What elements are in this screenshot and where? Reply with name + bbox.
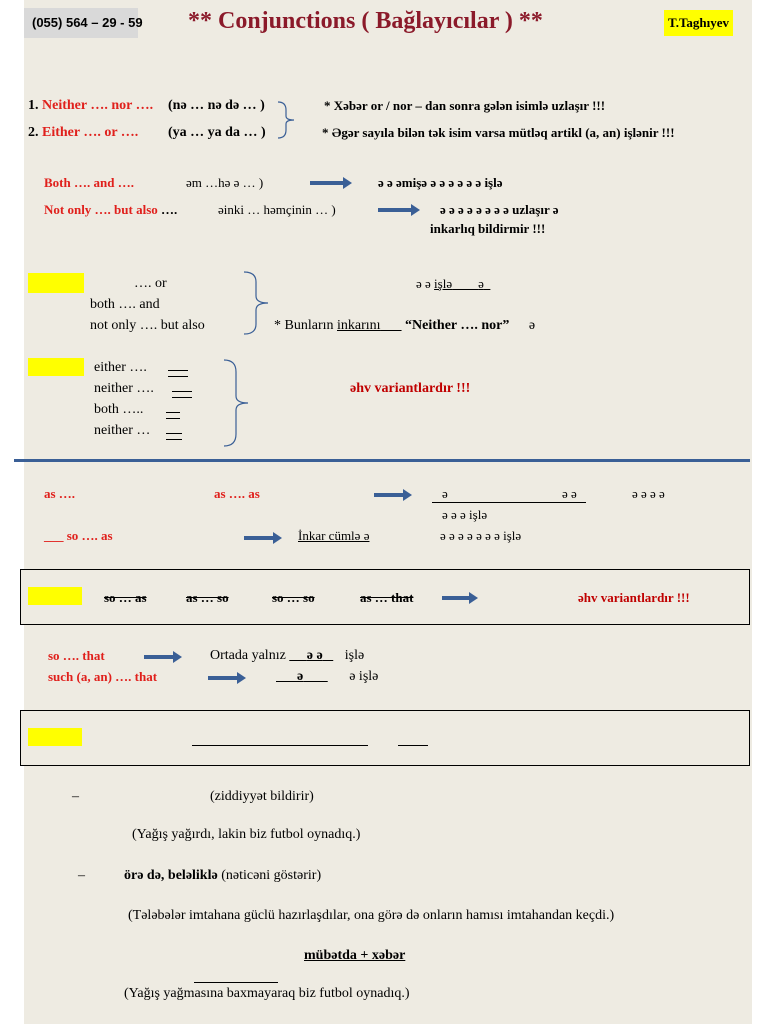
not-only-dots: …. [161, 202, 178, 217]
rule-1-az: (nə … nə də … ) [168, 98, 265, 113]
wrong-neither-1: neither …. [94, 381, 154, 396]
note-agreement: * Xəbər or / nor – dan sonra gələn isimlə uzlaşır !!! [324, 98, 606, 113]
negation-note-c: “Neither …. nor” [405, 318, 510, 333]
not-only-line: not only …. but also [90, 318, 205, 333]
not-only-rule-2: inkarlıq bildirmir !!! [430, 221, 546, 236]
concession-example: (Yağış yağmasına baxmayaraq biz futbol oynadıq.) [124, 986, 410, 1001]
brace-icon [276, 100, 300, 140]
section3-rule-c: ə [478, 276, 484, 291]
or-line: …. or [134, 276, 167, 291]
contrast-example: (Yağış yağırdı, lakin biz futbol oynadıq.) [132, 827, 361, 842]
arrow-icon [310, 181, 344, 185]
result-term: örə də, beləliklə [124, 868, 218, 883]
blank-line [168, 370, 188, 371]
arrow-icon [442, 596, 470, 600]
blank-line [432, 502, 586, 503]
negative-rule: ə ə ə ə ə ə ə işlə [440, 528, 522, 543]
so-that-rule-b [289, 648, 333, 663]
wrong-variants-2: əhv variantlardır !!! [578, 590, 690, 605]
arrow-icon [374, 493, 404, 497]
dash-1: – [72, 789, 79, 804]
blank-line [194, 982, 278, 983]
so-that-rule [210, 648, 364, 664]
such-that-rule [276, 669, 378, 685]
such-that-rule-a-text: ə [297, 669, 304, 684]
highlight-block [28, 728, 82, 746]
brace-icon [222, 358, 252, 448]
blank-line [166, 439, 182, 440]
arrow-icon [208, 676, 238, 680]
both-and-az: əm …hə ə … ) [186, 175, 264, 190]
contrast-meaning: (ziddiyyət bildirir) [210, 789, 314, 804]
blank-line [166, 412, 180, 413]
wrong-so-as: so … as [104, 590, 147, 605]
so-that-rule-c: işlə [344, 648, 365, 663]
clause-formula: mübətda + xəbər [304, 948, 406, 963]
not-only-en: Not only …. but also [44, 202, 158, 217]
negative-sentence: İnkar cümlə ə [298, 528, 370, 543]
rule-2 [28, 125, 138, 141]
both-and-rule: ə ə əmişə ə ə ə ə ə ə işlə [378, 175, 503, 190]
page-title: ** Conjunctions ( Bağlayıcılar ) ** [188, 8, 543, 34]
blank-line [166, 418, 180, 419]
blank-line [192, 745, 368, 746]
rule-2-en: Either …. or …. [42, 125, 139, 140]
rule-1-number: 1. [28, 98, 39, 113]
so-that-label: so …. that [48, 648, 105, 663]
as-as-label: as …. as [214, 486, 260, 501]
rule-2-number: 2. [28, 125, 39, 140]
wrong-so-so: so … so [272, 590, 315, 605]
highlight-block [28, 273, 84, 293]
negation-note-gap [381, 318, 402, 333]
wrong-neither-2: neither … [94, 423, 151, 438]
section3-rule-gap [452, 276, 478, 291]
as-rule-2: ə ə ə işlə [442, 507, 488, 522]
such-that-label: such (a, an) …. that [48, 669, 158, 684]
as-rule-1c: ə ə ə ə [632, 486, 665, 501]
result-line [124, 868, 321, 884]
so-that-rule-a: Ortada yalnız [210, 648, 290, 663]
blank-line [398, 745, 428, 746]
wrong-either: either …. [94, 360, 147, 375]
blank-line [166, 433, 182, 434]
section-divider [14, 459, 750, 462]
negation-note-b: inkarını [337, 318, 381, 333]
negation-note [274, 318, 535, 334]
so-as-label [44, 528, 113, 544]
such-that-rule-b: ə işlə [349, 669, 379, 684]
rule-2-az: (ya … ya da … ) [168, 125, 266, 140]
blank-line [172, 391, 192, 392]
result-meaning: (nəticəni göstərir) [221, 868, 322, 883]
phone-number: (055) 564 – 29 - 59 [24, 8, 138, 38]
highlight-block [28, 358, 84, 376]
as-rule-1b: ə ə [562, 486, 577, 501]
so-as-blank: ___ [44, 528, 64, 543]
blank-line [168, 376, 188, 377]
so-as-text: so …. as [63, 528, 113, 543]
blank-box [20, 710, 750, 766]
section3-rule-a: ə ə [416, 276, 435, 291]
blank-line [172, 397, 192, 398]
section3-rule-tail [484, 276, 491, 291]
so-that-rule-b-text: ə ə [306, 648, 323, 663]
arrow-icon [378, 208, 412, 212]
not-only-label [44, 202, 177, 218]
not-only-rule: ə ə ə ə ə ə ə ə uzlaşır ə [440, 202, 559, 217]
as-label: as …. [44, 486, 76, 501]
rule-1 [28, 98, 153, 114]
negation-note-a: * Bunların [274, 318, 337, 333]
both-and-label: Both …. and …. [44, 175, 134, 190]
result-example: (Tələbələr imtahana güclü hazırlaşdılar, ona görə də onların hamısı imtahandan keçdi.) [128, 908, 615, 923]
dash-2: – [78, 868, 85, 883]
wrong-as-so: as … so [186, 590, 229, 605]
highlight-block [28, 587, 82, 605]
author-badge: T.Taghıyev [664, 10, 733, 36]
rule-1-en: Neither …. nor …. [42, 98, 154, 113]
both-and-line: both …. and [90, 297, 160, 312]
section3-rule [416, 276, 490, 292]
arrow-icon [144, 655, 174, 659]
arrow-icon [244, 536, 274, 540]
note-article: * Əgər sayıla bilən tək isim varsa mütləq artikl (a, an) işlənir !!! [322, 125, 675, 140]
wrong-variants-1: əhv variantlardır !!! [350, 381, 471, 396]
wrong-as-that: as … that [360, 590, 414, 605]
as-rule-1a: ə [442, 486, 448, 501]
brace-icon [242, 270, 272, 336]
negation-note-d: ə [528, 318, 536, 333]
wrong-both: both ….. [94, 402, 144, 417]
such-that-rule-a [276, 669, 328, 684]
section3-rule-b: işlə [434, 276, 453, 291]
not-only-az: əinki … həmçinin … ) [218, 202, 336, 217]
